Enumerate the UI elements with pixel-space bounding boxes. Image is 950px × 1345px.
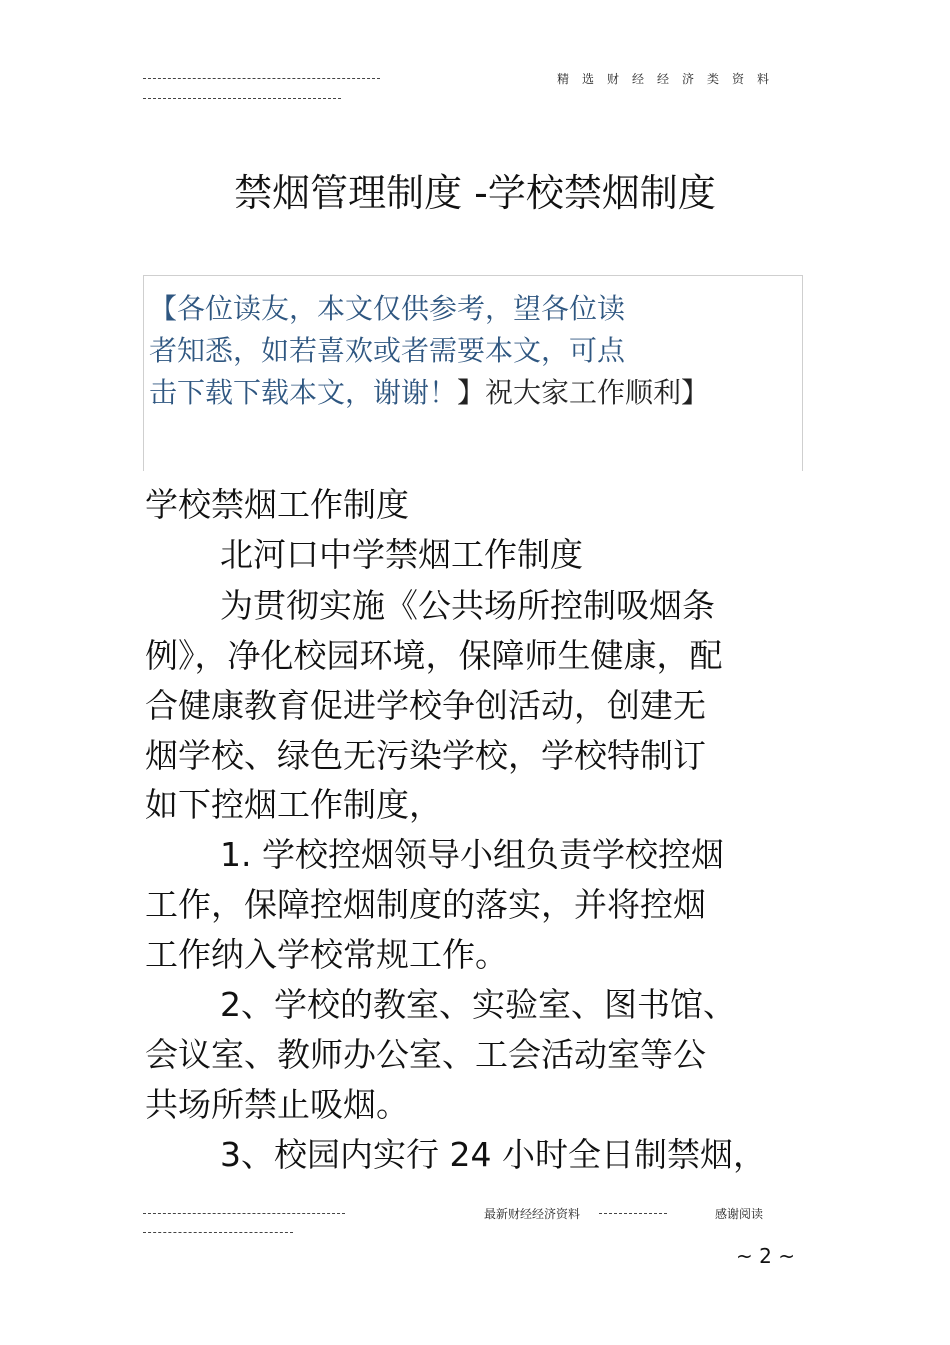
footer-rule-left-top	[143, 1213, 345, 1214]
paragraph-line: 2、学校的教室、实验室、图书馆、	[220, 985, 736, 1024]
paragraph-line: 1. 学校控烟领导小组负责学校控烟	[220, 835, 724, 874]
paragraph-line: 会议室、教师办公室、工会活动室等公	[145, 1035, 706, 1074]
paragraph-line: 例》，净化校园环境，保障师生健康，配	[145, 636, 723, 675]
paragraph-line: 合健康教育促进学校争创活动，创建无	[145, 686, 706, 725]
section-heading: 学校禁烟工作制度	[145, 485, 409, 524]
header-label: 精选财经经济类资料	[557, 72, 783, 86]
paragraph-line: 如下控烟工作制度，	[145, 785, 442, 824]
notice-line-3	[149, 371, 709, 411]
notice-wish-text: 】祝大家工作顺利】	[457, 376, 710, 409]
footer-rule-left-bottom	[143, 1232, 293, 1233]
notice-download-text[interactable]: 击下载下载本文，谢谢！	[149, 376, 458, 409]
page-number: ~ 2 ~	[736, 1244, 795, 1268]
notice-line-2: 者知悉，如若喜欢或者需要本文，可点	[149, 334, 626, 367]
notice-line-1: 【各位读友，本文仅供参考，望各位读	[149, 292, 626, 325]
footer-center-text: 最新财经经济资料	[484, 1207, 581, 1221]
paragraph-line: 工作纳入学校常规工作。	[145, 935, 508, 974]
paragraph-line: 工作，保障控烟制度的落实，并将控烟	[145, 885, 706, 924]
paragraph-line: 共场所禁止吸烟。	[145, 1085, 409, 1124]
header-rule-top	[143, 78, 380, 79]
paragraph-line: 为贯彻实施《公共场所控制吸烟条	[220, 586, 715, 625]
footer-right-text: 感谢阅读	[715, 1207, 764, 1221]
document-title: 禁烟管理制度 -学校禁烟制度	[234, 171, 716, 215]
paragraph-line: 烟学校、绿色无污染学校，学校特制订	[145, 736, 706, 775]
header-rule-bottom	[143, 98, 341, 99]
footer-rule-middle	[599, 1213, 667, 1214]
subsection-heading: 北河口中学禁烟工作制度	[220, 535, 583, 574]
paragraph-line: 3、校园内实行 24 小时全日制禁烟，	[220, 1135, 766, 1174]
